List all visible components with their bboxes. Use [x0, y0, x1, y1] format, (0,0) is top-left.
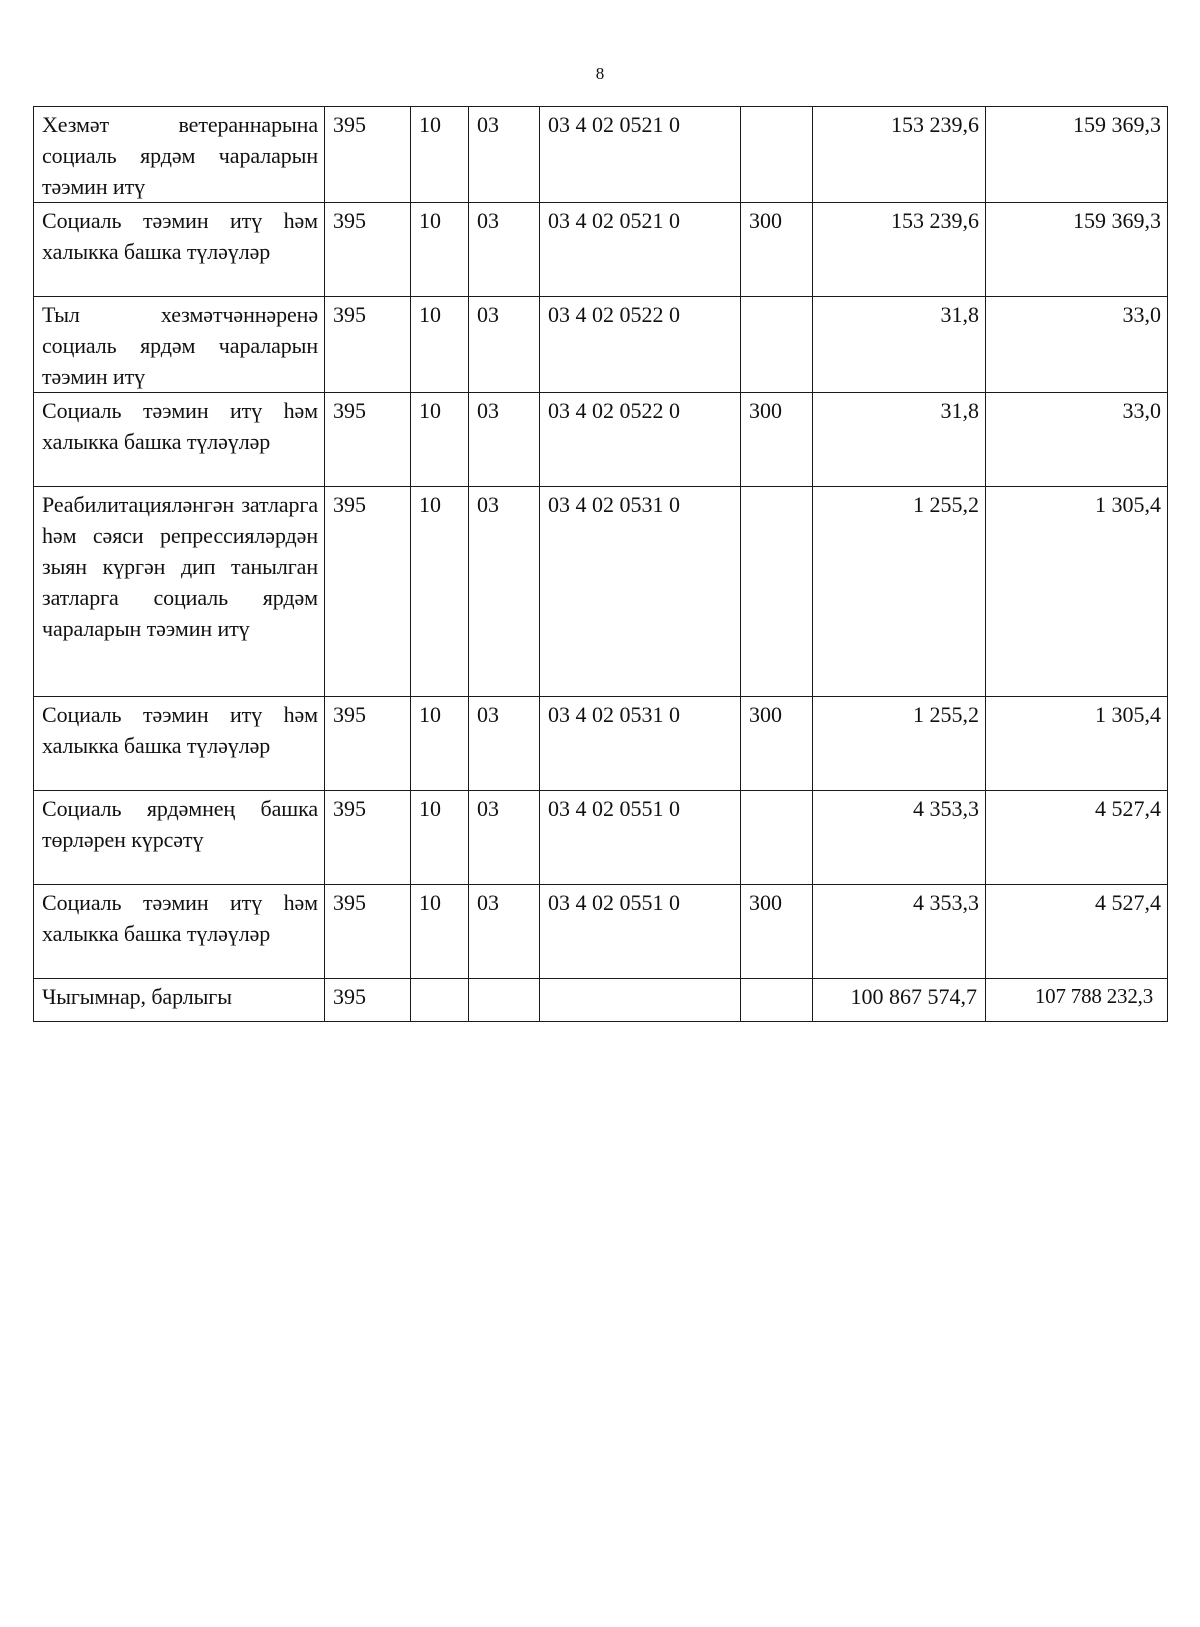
cell-sum2: 1 305,4 [986, 697, 1168, 791]
table-row [34, 885, 1168, 979]
cell-ved: 395 [325, 487, 411, 697]
cell-pr: 03 [469, 697, 540, 791]
cell-sum2: 107 788 232,3 [986, 979, 1168, 1022]
table-row [34, 697, 1168, 791]
cell-ved: 395 [325, 697, 411, 791]
page-number: 8 [595, 64, 605, 83]
cell-sum1: 1 255,2 [813, 697, 986, 791]
table-row [34, 791, 1168, 885]
cell-pr: 03 [469, 791, 540, 885]
cell-name: Социаль тәэмин итү һәм халыкка башка түләүләр [34, 697, 325, 791]
cell-pr: 03 [469, 393, 540, 487]
cell-csr: 03 4 02 0531 0 [540, 487, 741, 697]
budget-table [33, 106, 1168, 1022]
cell-sum2: 4 527,4 [986, 791, 1168, 885]
table-row [34, 297, 1168, 393]
cell-sum2: 33,0 [986, 393, 1168, 487]
cell-name: Чыгымнар, барлыгы [34, 979, 325, 1022]
cell-csr: 03 4 02 0551 0 [540, 791, 741, 885]
cell-name: Социаль тәэмин итү һәм халыкка башка түләүләр [34, 393, 325, 487]
cell-name: Тыл хезмәтчәннәренә социаль ярдәм чараларын тәэмин итү [34, 297, 325, 393]
cell-sum1: 4 353,3 [813, 885, 986, 979]
cell-csr: 03 4 02 0551 0 [540, 885, 741, 979]
cell-rz: 10 [411, 885, 469, 979]
cell-pr: 03 [469, 297, 540, 393]
cell-sum2: 159 369,3 [986, 107, 1168, 203]
cell-name: Реабилитацияләнгән затларга һәм сәяси репрессияләрдән зыян күргән дип танылган затларга социаль ярдәм чараларын тәэмин итү [34, 487, 325, 697]
cell-csr: 03 4 02 0522 0 [540, 297, 741, 393]
cell-sum1: 1 255,2 [813, 487, 986, 697]
cell-sum2: 159 369,3 [986, 203, 1168, 297]
cell-vr [741, 487, 813, 697]
cell-vr [741, 107, 813, 203]
cell-ved: 395 [325, 979, 411, 1022]
cell-sum1: 4 353,3 [813, 791, 986, 885]
cell-name: Хезмәт ветераннарына социаль ярдәм чараларын тәэмин итү [34, 107, 325, 203]
cell-sum2: 33,0 [986, 297, 1168, 393]
table-row [34, 393, 1168, 487]
cell-csr: 03 4 02 0522 0 [540, 393, 741, 487]
cell-rz: 10 [411, 791, 469, 885]
cell-vr [741, 791, 813, 885]
cell-vr: 300 [741, 393, 813, 487]
table-row [34, 487, 1168, 697]
cell-pr: 03 [469, 885, 540, 979]
cell-ved: 395 [325, 791, 411, 885]
cell-rz: 10 [411, 487, 469, 697]
cell-sum1: 153 239,6 [813, 107, 986, 203]
cell-pr: 03 [469, 203, 540, 297]
cell-csr: 03 4 02 0531 0 [540, 697, 741, 791]
cell-vr: 300 [741, 885, 813, 979]
cell-sum1: 31,8 [813, 393, 986, 487]
cell-pr [469, 979, 540, 1022]
cell-pr: 03 [469, 107, 540, 203]
cell-ved: 395 [325, 393, 411, 487]
table-row-total [34, 979, 1168, 1022]
cell-sum1: 31,8 [813, 297, 986, 393]
cell-csr [540, 979, 741, 1022]
cell-rz [411, 979, 469, 1022]
cell-csr: 03 4 02 0521 0 [540, 203, 741, 297]
cell-rz: 10 [411, 107, 469, 203]
cell-vr [741, 979, 813, 1022]
cell-rz: 10 [411, 203, 469, 297]
cell-ved: 395 [325, 107, 411, 203]
cell-vr: 300 [741, 697, 813, 791]
cell-pr: 03 [469, 487, 540, 697]
table-row [34, 203, 1168, 297]
cell-sum1: 100 867 574,7 [813, 979, 986, 1022]
cell-name: Социаль ярдәмнең башка төрләрен күрсәтү [34, 791, 325, 885]
cell-rz: 10 [411, 697, 469, 791]
cell-ved: 395 [325, 297, 411, 393]
cell-vr [741, 297, 813, 393]
cell-rz: 10 [411, 297, 469, 393]
cell-ved: 395 [325, 203, 411, 297]
cell-rz: 10 [411, 393, 469, 487]
cell-csr: 03 4 02 0521 0 [540, 107, 741, 203]
cell-sum2: 1 305,4 [986, 487, 1168, 697]
cell-name: Социаль тәэмин итү һәм халыкка башка түләүләр [34, 885, 325, 979]
cell-vr: 300 [741, 203, 813, 297]
cell-sum1: 153 239,6 [813, 203, 986, 297]
cell-name: Социаль тәэмин итү һәм халыкка башка түләүләр [34, 203, 325, 297]
table-row [34, 107, 1168, 203]
cell-ved: 395 [325, 885, 411, 979]
cell-sum2: 4 527,4 [986, 885, 1168, 979]
